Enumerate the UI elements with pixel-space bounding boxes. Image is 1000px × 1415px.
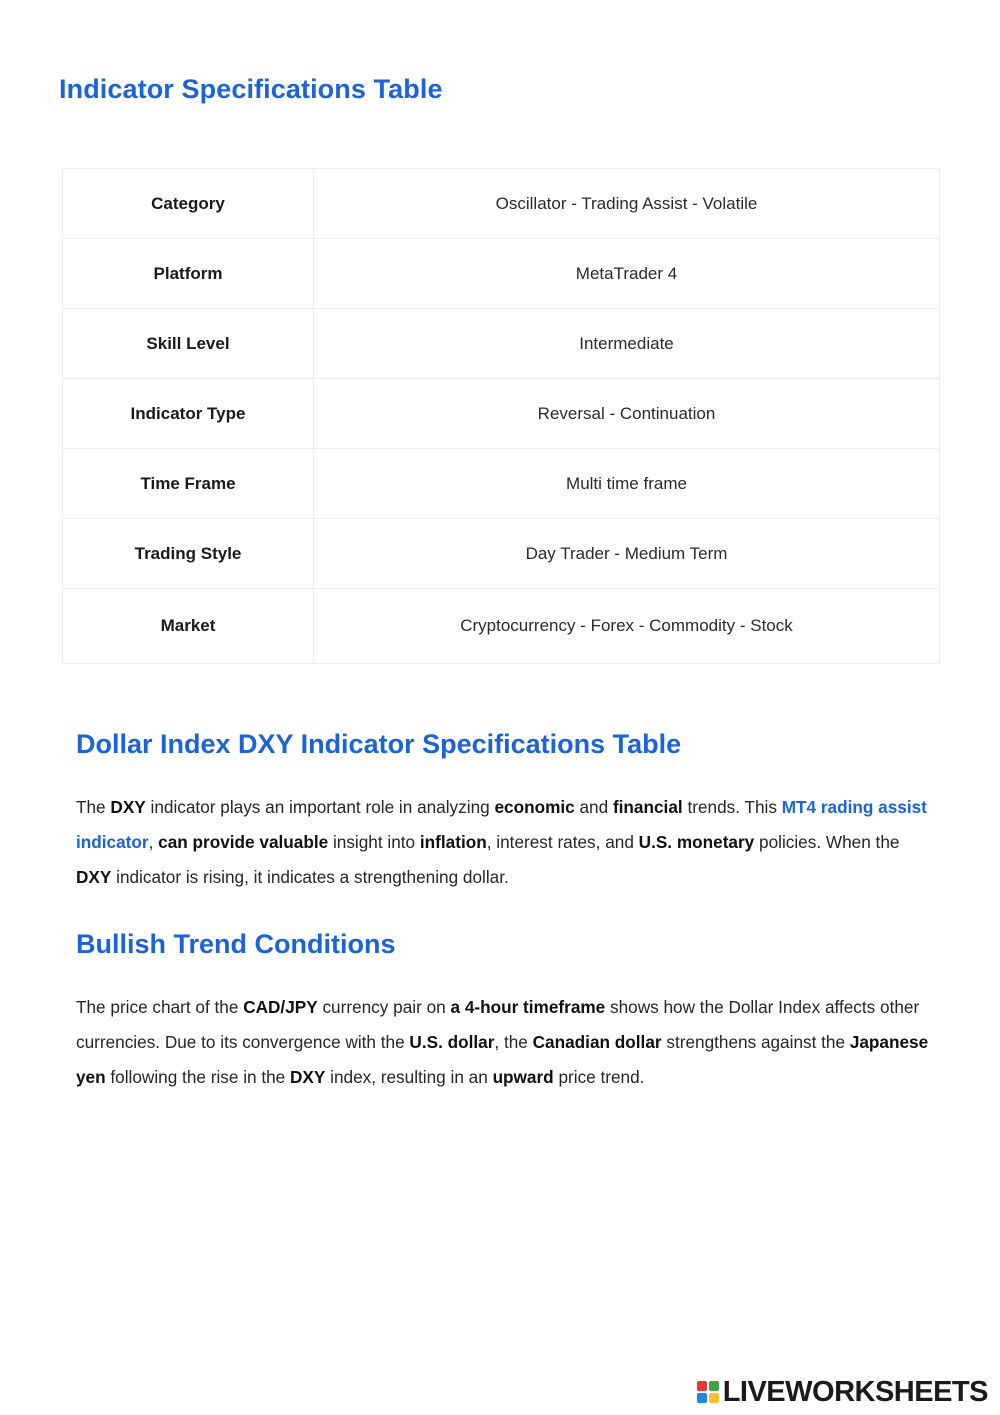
spec-label: Market: [63, 589, 314, 664]
table-row: [63, 309, 940, 379]
spec-value: Oscillator - Trading Assist - Volatile: [314, 169, 940, 239]
spec-label: Indicator Type: [63, 379, 314, 449]
spec-label: Skill Level: [63, 309, 314, 379]
spec-label: Time Frame: [63, 449, 314, 519]
spec-value: Reversal - Continuation: [314, 379, 940, 449]
mt4-indicator-link[interactable]: MT4 rading assist indicator: [76, 797, 927, 852]
spec-value: Cryptocurrency - Forex - Commodity - Stock: [314, 589, 940, 664]
spec-value: Multi time frame: [314, 449, 940, 519]
spec-value: Day Trader - Medium Term: [314, 519, 940, 589]
bullish-paragraph: The price chart of the CAD/JPY currency pair on a 4-hour timeframe shows how the Dollar Index affects other currencies. Due to its convergence with the U.S. dollar, the Canadian dollar strengthens against the Japanese yen following the rise in the DXY index, resulting in an upward price trend.: [76, 997, 929, 1087]
dxy-section-heading: Dollar Index DXY Indicator Specifications Table: [76, 729, 682, 759]
logo-square-blue: [697, 1393, 707, 1403]
table-row: [63, 379, 940, 449]
spec-table: [62, 168, 940, 664]
liveworksheets-logo[interactable]: [697, 1374, 988, 1410]
table-row: [63, 449, 940, 519]
bullish-section-heading: Bullish Trend Conditions: [76, 929, 396, 959]
liveworksheets-icon: [697, 1381, 719, 1403]
logo-square-red: [697, 1381, 707, 1391]
spec-value: Intermediate: [314, 309, 940, 379]
logo-square-yellow: [709, 1393, 719, 1403]
page-title: Indicator Specifications Table: [59, 74, 443, 104]
logo-square-green: [709, 1381, 719, 1391]
table-row: [63, 519, 940, 589]
logo-text: LIVEWORKSHEETS: [722, 1375, 988, 1408]
table-row: [63, 239, 940, 309]
spec-label: Category: [63, 169, 314, 239]
table-row: [63, 169, 940, 239]
dxy-paragraph: The DXY indicator plays an important role in analyzing economic and financial trends. This MT4 rading assist indicator, can provide valuable insight into inflation, interest rates, and U.S. monetary policies. When the DXY indicator is rising, it indicates a strengthening dollar.: [76, 797, 927, 887]
spec-label: Trading Style: [63, 519, 314, 589]
spec-value: MetaTrader 4: [314, 239, 940, 309]
table-row: [63, 589, 940, 664]
spec-label: Platform: [63, 239, 314, 309]
